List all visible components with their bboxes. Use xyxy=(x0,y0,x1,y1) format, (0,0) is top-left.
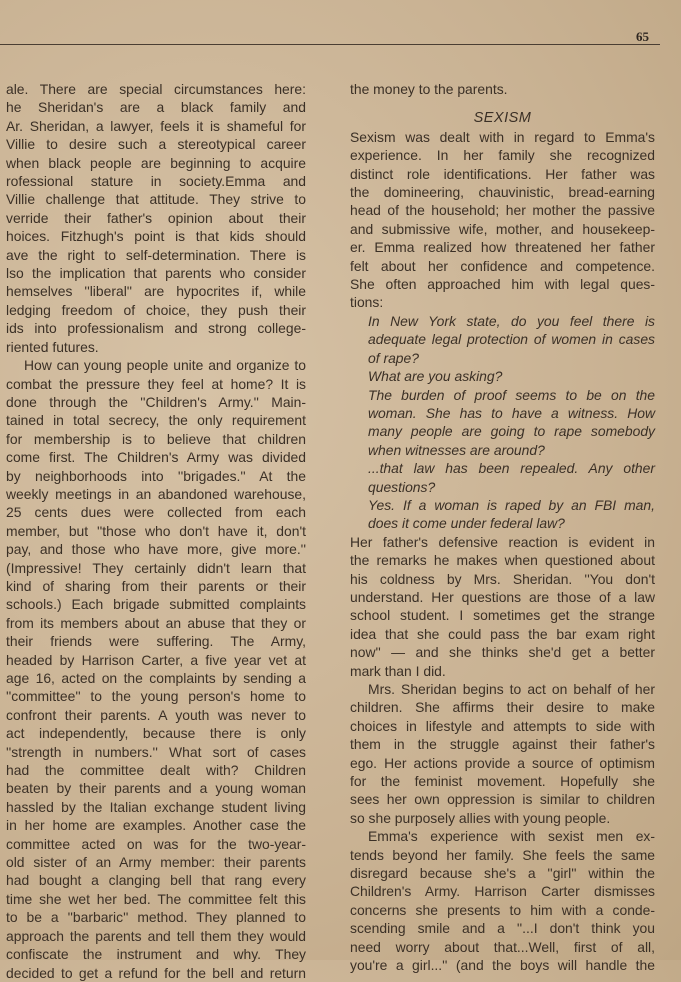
text-line: adequate legal protection of women in cases xyxy=(368,331,655,348)
section-heading: SEXISM xyxy=(473,110,532,127)
text-line: disregard because she's a ''girl'' within the xyxy=(350,865,655,882)
text-line: Children's Army. Harrison Carter dismisses xyxy=(350,883,655,900)
text-line: and submissive wife, mother, and housekeep- xyxy=(350,220,655,237)
right-column-intro: the money to the parents. xyxy=(350,81,508,97)
text-line: Emma's experience with sexist men ex- xyxy=(368,828,655,845)
text-line: (Impressive! They certainly didn't learn that xyxy=(6,559,306,576)
text-line: mark than I did. xyxy=(350,662,446,679)
text-line: old sister of an Army member: their parents xyxy=(6,854,306,871)
text-line: How can young people unite and organize to xyxy=(24,357,306,374)
text-line: verride their father's opinion about their xyxy=(6,209,306,226)
text-line: when witnesses are around? xyxy=(368,441,545,458)
text-line: need worry about that...Well, first of all, xyxy=(350,938,655,955)
text-line: come first. The Children's Army was divided xyxy=(6,449,306,466)
text-line: What are you asking? xyxy=(368,368,503,385)
text-line: Villie challenge that attitude. They strive to xyxy=(6,191,306,208)
text-line: riented futures. xyxy=(6,338,99,355)
text-line: to be a ''barbaric'' method. They planned to xyxy=(6,909,306,926)
text-line: Ar. Sheridan, a lawyer, feels it is shameful for xyxy=(6,117,306,134)
text-line: does it come under federal law? xyxy=(368,515,565,532)
text-line: scending smile and a ''...I don't think you xyxy=(350,920,655,937)
text-line: rofessional stature in society.Emma and xyxy=(6,173,306,190)
text-line: ego. Her actions provide a source of optimism xyxy=(350,754,655,771)
text-line: questions? xyxy=(368,478,436,495)
text-line: had bought a clanging bell that rang every xyxy=(6,872,306,889)
text-line: decided to get a refund for the bell and return xyxy=(6,964,306,981)
text-line: felt about her confidence and competence. xyxy=(350,257,655,274)
text-line: them in the struggle against their father's xyxy=(350,736,655,753)
text-line: sees her own oppression is similar to children xyxy=(350,791,655,808)
text-line: pay, and those who have more, give more.'' xyxy=(6,541,306,558)
text-line: confront their parents. A youth was never to xyxy=(6,706,306,723)
text-line: understand. Her questions are those of a law xyxy=(350,588,655,605)
text-line: ave the right to self-determination. There is xyxy=(6,246,306,263)
text-line: you're a girl...'' (and the boys will handle the xyxy=(350,957,655,974)
text-line: tained in total secrecy, the only requirement xyxy=(6,412,306,429)
text-line: committee acted on was for the two-year- xyxy=(6,835,306,852)
text-line: age 16, acted on the complaints by sending a xyxy=(6,670,306,686)
text-line: idea that she could pass the bar exam right xyxy=(350,625,655,642)
text-line: lso the implication that parents who consider xyxy=(6,265,306,282)
header-rule xyxy=(0,44,660,45)
text-line: had the committee dealt with? Children xyxy=(6,762,306,779)
text-line: ...that law has been repealed. Any other xyxy=(368,460,655,477)
text-line: The burden of proof seems to be on the xyxy=(368,386,655,403)
right-column xyxy=(350,80,655,975)
text-line: choices in lifestyle and attempts to side with xyxy=(350,717,655,734)
text-line: tions: xyxy=(350,294,384,311)
text-line: time she wet her bed. The committee felt this xyxy=(6,890,306,907)
text-line: the domineering, chauvinistic, bread-earning xyxy=(350,184,655,201)
text-line: schools.) Each brigade submitted complaints xyxy=(6,596,306,613)
text-line: of rape? xyxy=(368,349,419,366)
text-line: distinct role identifications. Her father was xyxy=(350,165,655,182)
text-line: combat the pressure they feel at home? It is xyxy=(6,375,306,392)
text-line: many people are going to rape somebody xyxy=(368,423,655,440)
text-line: ''strength in numbers.'' What sort of cases xyxy=(6,743,306,760)
text-line: hassled by the Italian exchange student living xyxy=(6,798,306,815)
text-line: She often approached him with legal ques- xyxy=(350,276,655,293)
text-line: children. She affirms their desire to make xyxy=(350,699,655,716)
text-line: Sexism was dealt with in regard to Emma's xyxy=(350,128,655,145)
text-line: in her home are examples. Another case the xyxy=(6,817,306,834)
text-line: hoices. Fitzhugh's point is that kids should xyxy=(6,228,306,245)
text-line: approach the parents and tell them they would xyxy=(6,927,306,944)
text-line: by neighborhoods into ''brigades.'' At the xyxy=(6,467,306,484)
text-line: experience. In her family she recognized xyxy=(350,147,655,164)
text-line: In New York state, do you feel there is xyxy=(368,312,655,329)
text-line: head of the household; her mother the passive xyxy=(350,202,655,219)
text-line: Yes. If a woman is raped by an FBI man, xyxy=(368,496,655,513)
text-line: ledging freedom of choice, they push their xyxy=(6,301,306,318)
text-line: for membership is to believe that children xyxy=(6,430,306,447)
text-line: done through the ''Children's Army.'' Main- xyxy=(6,393,306,410)
text-line: hemselves ''liberal'' are hypocrites if, while xyxy=(6,283,306,300)
text-line: Her father's defensive reaction is evident in xyxy=(350,533,655,550)
text-line: confiscate the instrument and why. They xyxy=(6,946,306,963)
text-line: when black people are beginning to acquire xyxy=(6,154,306,171)
text-line: tends beyond her family. She feels the same xyxy=(350,846,655,863)
text-line: so she purposely allies with young people. xyxy=(350,809,611,826)
text-line: ''committee'' to the young person's home to xyxy=(6,688,306,705)
text-line: he Sheridan's are a black family and xyxy=(6,99,306,116)
text-line: act independently, because there is only xyxy=(6,725,306,742)
text-line: his coldness by Mrs. Sheridan. ''You don't xyxy=(350,570,655,587)
text-line: now'' — and she thinks she'd get a better xyxy=(350,644,655,661)
left-column xyxy=(6,80,306,982)
text-line: ale. There are special circumstances here: xyxy=(6,81,306,97)
text-line: Mrs. Sheridan begins to act on behalf of her xyxy=(368,681,655,697)
text-line: their friends were suffering. The Army, xyxy=(6,633,306,650)
text-line: school student. I sometimes get the strange xyxy=(350,607,655,624)
text-line: headed by Harrison Carter, a five year vet at xyxy=(6,651,306,668)
right-column-body xyxy=(350,128,655,975)
text-line: weekly meetings in an abandoned warehouse, xyxy=(6,485,306,502)
text-line: ids into professionalism and strong college- xyxy=(6,320,306,337)
page-number: 65 xyxy=(636,29,649,44)
text-line: 25 cents dues were collected from each xyxy=(6,504,306,521)
text-line: from its members about an abuse that they or xyxy=(6,614,306,631)
text-line: member, but ''those who don't have it, don't xyxy=(6,522,306,539)
text-line: for the feminist movement. Hopefully she xyxy=(350,773,655,790)
text-line: kind of sharing from their parents or their xyxy=(6,577,306,594)
text-line: woman. She has to have a witness. How xyxy=(368,404,655,421)
text-line: er. Emma realized how threatened her father xyxy=(350,239,655,256)
text-line: beaten by their parents and a young woman xyxy=(6,780,306,797)
text-line: the remarks he makes when questioned about xyxy=(350,552,655,569)
text-line: concerns she presents to him with a conde- xyxy=(350,901,655,918)
text-line: Villie to desire such a stereotypical career xyxy=(6,136,306,153)
